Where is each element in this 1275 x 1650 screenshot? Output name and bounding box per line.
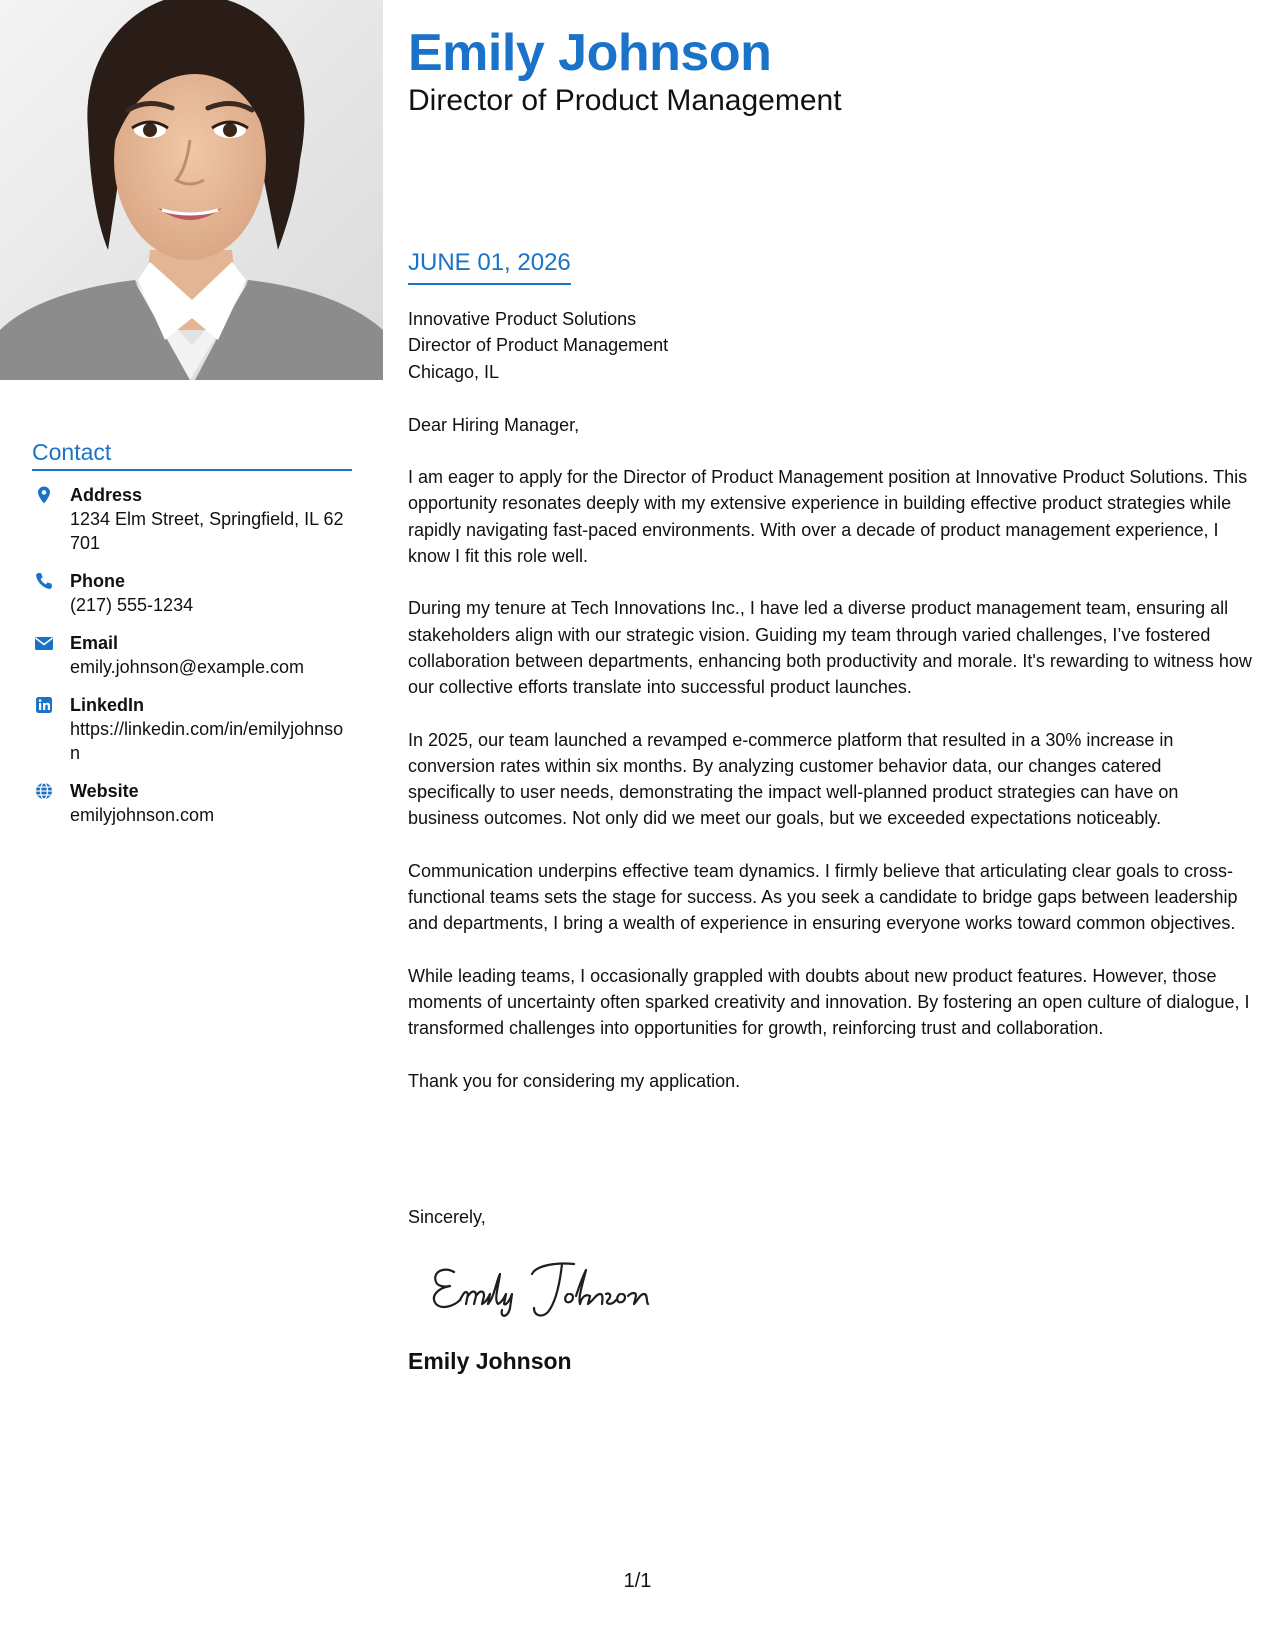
contact-website — [32, 779, 352, 827]
linkedin-value[interactable]: https://linkedin.com/in/emilyjohnson — [70, 719, 344, 763]
contact-label: Website — [70, 781, 139, 801]
address-value: 1234 Elm Street, Springfield, IL 62701 — [70, 509, 344, 553]
contact-label: Phone — [70, 571, 126, 591]
contact-sidebar — [32, 438, 352, 841]
contact-label: Address — [70, 485, 143, 505]
paragraph: Communication underpins effective team dynamics. I firmly believe that articulating clear goals to cross-functional teams sets the stage for success. As you seek a candidate to bridge gaps between leadership and departments, I bring a wealth of experience in ensuring everyone works toward common objectives. — [408, 860, 1238, 934]
envelope-icon — [34, 633, 54, 653]
recipient-location: Chicago, IL — [408, 361, 500, 382]
globe-icon — [34, 781, 54, 801]
greeting: Dear Hiring Manager, — [408, 414, 580, 435]
email-value[interactable]: emily.johnson@example.com — [70, 657, 305, 677]
contact-phone — [32, 569, 352, 617]
signer-name: Emily Johnson — [408, 1348, 572, 1374]
contact-heading: Contact — [32, 438, 352, 471]
closing: Sincerely, — [408, 1207, 486, 1227]
paragraph: While leading teams, I occasionally grappled with doubts about new product features. However, those moments of uncertainty often sparked creativity and innovation. By fostering an open culture of dialogue, I transformed challenges into opportunities for growth, reinforcing trust and collaboration. — [408, 965, 1250, 1039]
applicant-name: Emily Johnson — [408, 24, 772, 82]
phone-value[interactable]: (217) 555-1234 — [70, 595, 194, 615]
applicant-title: Director of Product Management — [408, 84, 842, 117]
contact-address — [32, 483, 352, 555]
contact-list — [32, 483, 352, 827]
linkedin-icon — [34, 695, 54, 715]
location-pin-icon — [34, 485, 54, 505]
contact-linkedin — [32, 693, 352, 765]
paragraph: I am eager to apply for the Director of Product Management position at Innovative Product Solutions. This opportunity resonates deeply with my extensive experience in building effective product strategies while rapidly navigating fast-paced environments. With over a decade of product management experience, I know I fit this role well. — [408, 467, 1248, 567]
profile-photo — [0, 0, 383, 380]
contact-label: LinkedIn — [70, 695, 145, 715]
paragraph: During my tenure at Tech Innovations Inc., I have led a diverse product management team, ensuring all stakeholders align with our strategic vision. Guiding my team through varied challenges, I’ve fostered collaboration between departments, enhancing both productivity and morale. It's rewarding to witness how our collective efforts translate into successful product launches. — [408, 598, 1252, 698]
handwritten-signature — [424, 1252, 684, 1322]
paragraph: In 2025, our team launched a revamped e-commerce platform that resulted in a 30% increase in conversion rates within six months. By analyzing customer behavior data, our changes catered specifically to user needs, demonstrating the impact well-planned product strategies can have on business outcomes. Not only did we meet our goals, but we exceeded expectations noticeably. — [408, 729, 1179, 829]
website-value[interactable]: emilyjohnson.com — [70, 805, 215, 825]
contact-email — [32, 631, 352, 679]
page-number: 1/1 — [623, 1570, 652, 1592]
paragraph: Thank you for considering my application. — [408, 1070, 741, 1091]
recipient-position: Director of Product Management — [408, 335, 669, 356]
recipient-company: Innovative Product Solutions — [408, 309, 637, 329]
letter-body — [408, 306, 1253, 1094]
letter-date: JUNE 01, 2026 — [408, 248, 571, 285]
contact-label: Email — [70, 633, 119, 653]
phone-icon — [34, 571, 54, 591]
recipient-block — [408, 306, 1253, 385]
